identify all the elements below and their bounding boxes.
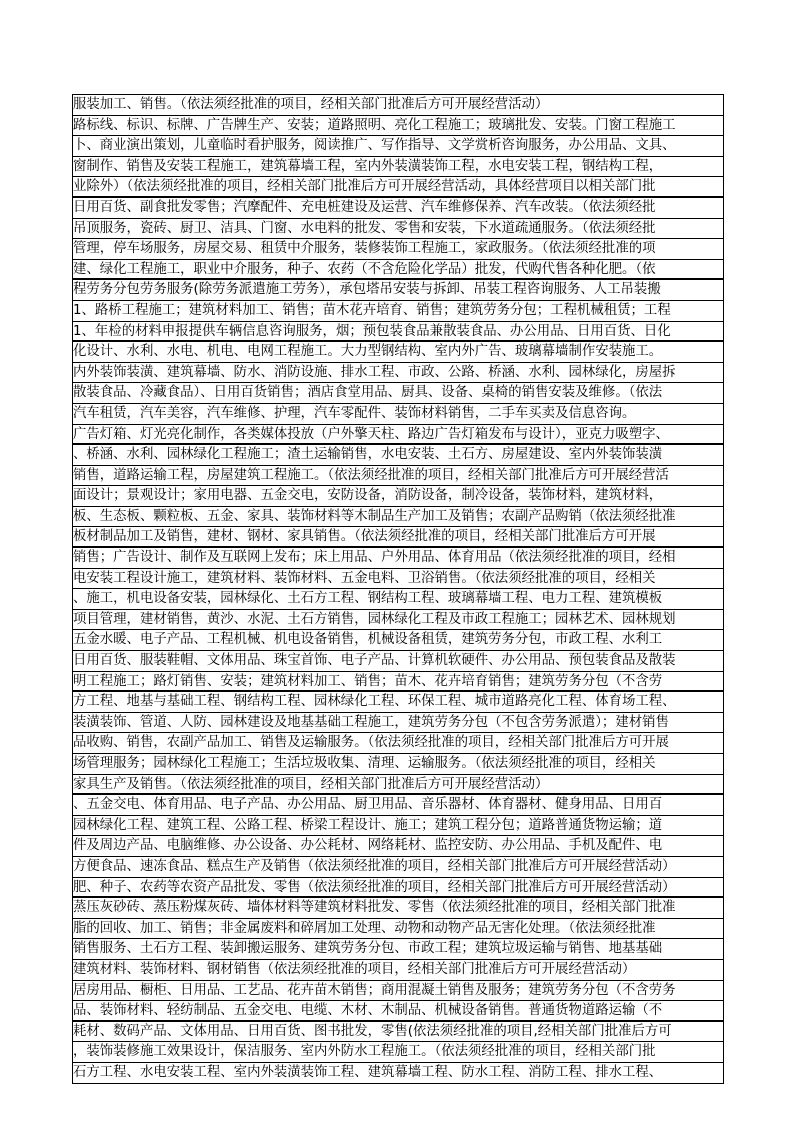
cell-text: 脂的回收、加工、销售；非金属废料和碎屑加工处理、动物和动物产品无害化处理。（依法须经批准 <box>73 920 656 936</box>
cell-text: 品、装饰材料、轻纺制品、五金交电、电缆、木材、木制品、机械设备销售。普通货物道路运输（不 <box>73 1003 663 1019</box>
table-row[interactable] <box>73 260 724 281</box>
cell-text: 耗材、数码产品、文体用品、日用百货、图书批发，零售(依法须经批准的项目,经相关部门批准后方可 <box>73 1023 672 1039</box>
cell-text: 销售服务、土石方工程、装卸搬运服务、建筑劳务分包、市政工程；建筑垃圾运输与销售、地基基础 <box>73 941 663 957</box>
table-row[interactable] <box>73 1042 724 1063</box>
cell-text: 内外装饰装潢、建筑幕墙、防水、消防设施、排水工程、市政、公路、桥涵、水利、园林绿化，房屋拆 <box>73 364 676 380</box>
cell-text: ，装饰装修施工效果设计，保洁服务、室内外防水工程施工。（依法须经批准的项目，经相关部门批 <box>73 1044 656 1060</box>
cell-text: 吊顶服务，瓷砖、厨卫、洁具、门窗、水电料的批发、零售和安装，下水道疏通服务。（依法须经批 <box>73 220 656 236</box>
table-row[interactable] <box>73 219 724 240</box>
cell-text: 项目管理，建材销售，黄沙、水泥、土石方销售，园林绿化工程及市政工程施工；园林艺术、园林规划 <box>73 611 676 627</box>
cell-text: 方便食品、速冻食品、糕点生产及销售（依法须经批准的项目，经相关部门批准后方可开展经营活动） <box>73 858 676 874</box>
cell-text: 汽车租赁，汽车美容，汽车维修、护理，汽车零配件、装饰材料销售，二手车买卖及信息咨询。 <box>73 405 636 421</box>
table-row[interactable] <box>73 404 724 425</box>
table-row[interactable] <box>73 569 724 590</box>
table-row[interactable] <box>73 919 724 940</box>
table-row[interactable] <box>73 981 724 1002</box>
cell-text: 程劳务分包劳务服务(除劳务派遣施工劳务），承包塔吊安装与拆卸、吊装工程咨询服务、人工吊装搬 <box>73 282 661 298</box>
table-row[interactable] <box>73 280 724 301</box>
cell-text: 五金水暖、电子产品、工程机械、机电设备销售，机械设备租赁，建筑劳务分包，市政工程、水利工 <box>73 632 663 648</box>
table-row[interactable] <box>73 630 724 651</box>
cell-text: 肥、种子、农药等农资产品批发、零售（依法须经批准的项目，经相关部门批准后方可开展经营活动） <box>73 879 676 895</box>
cell-text: 电安装工程设计施工，建筑材料、装饰材料、五金电料、卫浴销售。（依法须经批准的项目，经相关 <box>73 570 656 586</box>
spreadsheet-table <box>72 94 724 1084</box>
table-row[interactable] <box>73 1022 724 1043</box>
table-row[interactable] <box>73 301 724 322</box>
cell-text: 窗制作、销售及安装工程施工，建筑幕墙工程，室内外装潢装饰工程，水电安装工程，钢结构工程， <box>73 158 663 174</box>
table-row[interactable] <box>73 713 724 734</box>
cell-text: 路标线、标识、标牌、广告牌生产、安装；道路照明、亮化工程施工；玻璃批发、安装。门窗工程施工 <box>73 117 676 133</box>
cell-text: 建筑材料、装饰材料、钢材销售（依法须经批准的项目，经相关部门批准后方可开展经营活动） <box>73 961 636 977</box>
table-row[interactable] <box>73 1063 724 1084</box>
table-row[interactable] <box>73 878 724 899</box>
cell-text: 明工程施工；路灯销售、安装；建筑材料加工、销售；苗木、花卉培育销售；建筑劳务分包（不含劳 <box>73 673 663 689</box>
cell-text: 服装加工、销售。（依法须经批准的项目，经相关部门批准后方可开展经营活动） <box>73 97 549 112</box>
cell-text: 园林绿化工程、建筑工程、公路工程、桥梁工程设计、施工；建筑工程分包；道路普通货物运输；道 <box>73 817 663 833</box>
table-row[interactable] <box>73 1001 724 1022</box>
table-row[interactable] <box>73 836 724 857</box>
table-row[interactable] <box>73 795 724 816</box>
cell-text: 广告灯箱、灯光亮化制作，各类媒体投放（户外擎天柱、路边广告灯箱发布与设计），亚克力吸塑字、 <box>73 426 669 442</box>
table-row[interactable] <box>73 425 724 446</box>
cell-text: 销售；广告设计、制作及互联网上发布；床上用品、户外用品、体育用品（依法须经批准的项目，经相 <box>73 550 676 566</box>
table-row[interactable] <box>73 239 724 260</box>
cell-text: 、桥涵、水利、园林绿化工程施工；渣土运输销售，水电安装、土石方、房屋建设、室内外装饰装潢 <box>73 447 663 463</box>
cell-text: 面设计；景观设计；家用电器、五金交电，安防设备，消防设备，制冷设备，装饰材料，建筑材料， <box>73 488 663 504</box>
table-row[interactable] <box>73 610 724 631</box>
cell-text: 家具生产及销售。（依法须经批准的项目，经相关部门批准后方可开展经营活动） <box>73 776 549 792</box>
table-row[interactable] <box>73 816 724 837</box>
table-row[interactable] <box>73 672 724 693</box>
table-row[interactable] <box>73 383 724 404</box>
cell-text: 日用百货、副食批发零售；汽摩配件、充电桩建设及运营、汽车维修保养、汽车改装。（依法须经批 <box>73 199 656 215</box>
cell-text: 1、路桥工程施工；建筑材料加工、销售；苗木花卉培育、销售；建筑劳务分包；工程机械租赁；工程 <box>73 302 671 318</box>
table-row[interactable] <box>73 898 724 919</box>
cell-text: 蒸压灰砂砖、蒸压粉煤灰砖、墙体材料等建筑材料批发、零售（依法须经批准的项目，经相关部门批准 <box>73 900 676 916</box>
cell-text: 件及周边产品、电脑维修、办公设备、办公耗材、网络耗材、监控安防、办公用品、手机及配件、电 <box>73 838 663 854</box>
table-row[interactable] <box>73 548 724 569</box>
cell-text: 装潢装饰、管道、人防、园林建设及地基基础工程施工，建筑劳务分包（不包含劳务派遣）；建材销售 <box>73 714 669 730</box>
table-row[interactable] <box>73 363 724 384</box>
table-row[interactable] <box>73 445 724 466</box>
cell-text: 销售，道路运输工程，房屋建筑工程施工。（依法须经批准的项目，经相关部门批准后方可开展经营活 <box>73 467 669 483</box>
table-row[interactable] <box>73 527 724 548</box>
cell-text: 居房用品、橱柜、日用品、工艺品、花卉苗木销售；商用混凝土销售及服务；建筑劳务分包（不含劳务 <box>73 982 676 998</box>
table-row[interactable] <box>73 342 724 363</box>
cell-text: 板、生态板、颗粒板、五金、家具、装饰材料等木制品生产加工及销售；农副产品购销（依法须经批准 <box>73 508 676 524</box>
cell-text: 建、绿化工程施工，职业中介服务，种子、农药（不含危险化学品）批发，代购代售各种化肥。（依 <box>73 261 656 277</box>
cell-text: 石方工程、水电安装工程、室内外装潢装饰工程、建筑幕墙工程、防水工程、消防工程、排水工程、 <box>73 1064 663 1080</box>
table-row[interactable] <box>73 116 724 137</box>
cell-text: 管理，停车场服务，房屋交易、租赁中介服务，装修装饰工程施工，家政服务。（依法须经批准的项 <box>73 241 656 257</box>
table-row[interactable] <box>73 733 724 754</box>
table-row[interactable] <box>73 157 724 178</box>
table-row[interactable] <box>73 177 724 198</box>
table-row[interactable] <box>73 939 724 960</box>
cell-text: 场管理服务；园林绿化工程施工；生活垃圾收集、清理、运输服务。（依法须经批准的项目，经相关 <box>73 756 656 771</box>
table-row[interactable] <box>73 651 724 672</box>
cell-text: 1、年检的材料申报提供车辆信息咨询服务，烟；预包装食品兼散装食品、办公用品、日用百货、日化 <box>73 323 671 339</box>
cell-text: 板材制品加工及销售，建材、钢材、家具销售。（依法须经批准的项目，经相关部门批准后方可开展 <box>73 529 656 545</box>
cell-text: 方工程、地基与基础工程、钢结构工程、园林绿化工程、环保工程、城市道路亮化工程、体育场工程、 <box>73 694 676 710</box>
table-row[interactable] <box>73 486 724 507</box>
table-row[interactable] <box>73 775 724 796</box>
cell-text: 、五金交电、体育用品、电子产品、办公用品、厨卫用品、音乐器材、体育器材、健身用品、日用百 <box>73 797 663 813</box>
cell-text: 、施工，机电设备安装，园林绿化、土石方工程、钢结构工程、玻璃幕墙工程、电力工程、建筑模板 <box>73 591 663 607</box>
table-row[interactable] <box>73 960 724 981</box>
table-row[interactable] <box>73 692 724 713</box>
table-row[interactable] <box>73 754 724 775</box>
table-row[interactable] <box>73 322 724 343</box>
table-row[interactable] <box>73 198 724 219</box>
table-row[interactable] <box>73 95 724 116</box>
table-row[interactable] <box>73 857 724 878</box>
table-row[interactable] <box>73 507 724 528</box>
cell-text: 日用百货、服装鞋帽、文体用品、珠宝首饰、电子产品、计算机软硬件、办公用品、预包装食品及散装 <box>73 653 676 669</box>
cell-text: 散装食品、冷藏食品）、日用百货销售；酒店食堂用品、厨具、设备、桌椅的销售安装及维修。（依法 <box>73 385 663 401</box>
cell-text: 业除外）（依法须经批准的项目，经相关部门批准后方可开展经营活动，具体经营项目以相关部门批 <box>73 179 656 195</box>
cell-text: 化设计、水利、水电、机电、电网工程施工。大力型钢结构、室内外广告、玻璃幕墙制作安装施工。 <box>73 344 663 360</box>
table-row[interactable] <box>73 136 724 157</box>
table-row[interactable] <box>73 589 724 610</box>
cell-text: 品收购、销售，农副产品加工、销售及运输服务。（依法须经批准的项目，经相关部门批准后方可开展 <box>73 735 669 751</box>
cell-text: 卜、商业演出策划，儿童临时看护服务，阅读推广、写作指导、文学赏析咨询服务，办公用品、文具、 <box>73 138 676 154</box>
table-row[interactable] <box>73 466 724 487</box>
